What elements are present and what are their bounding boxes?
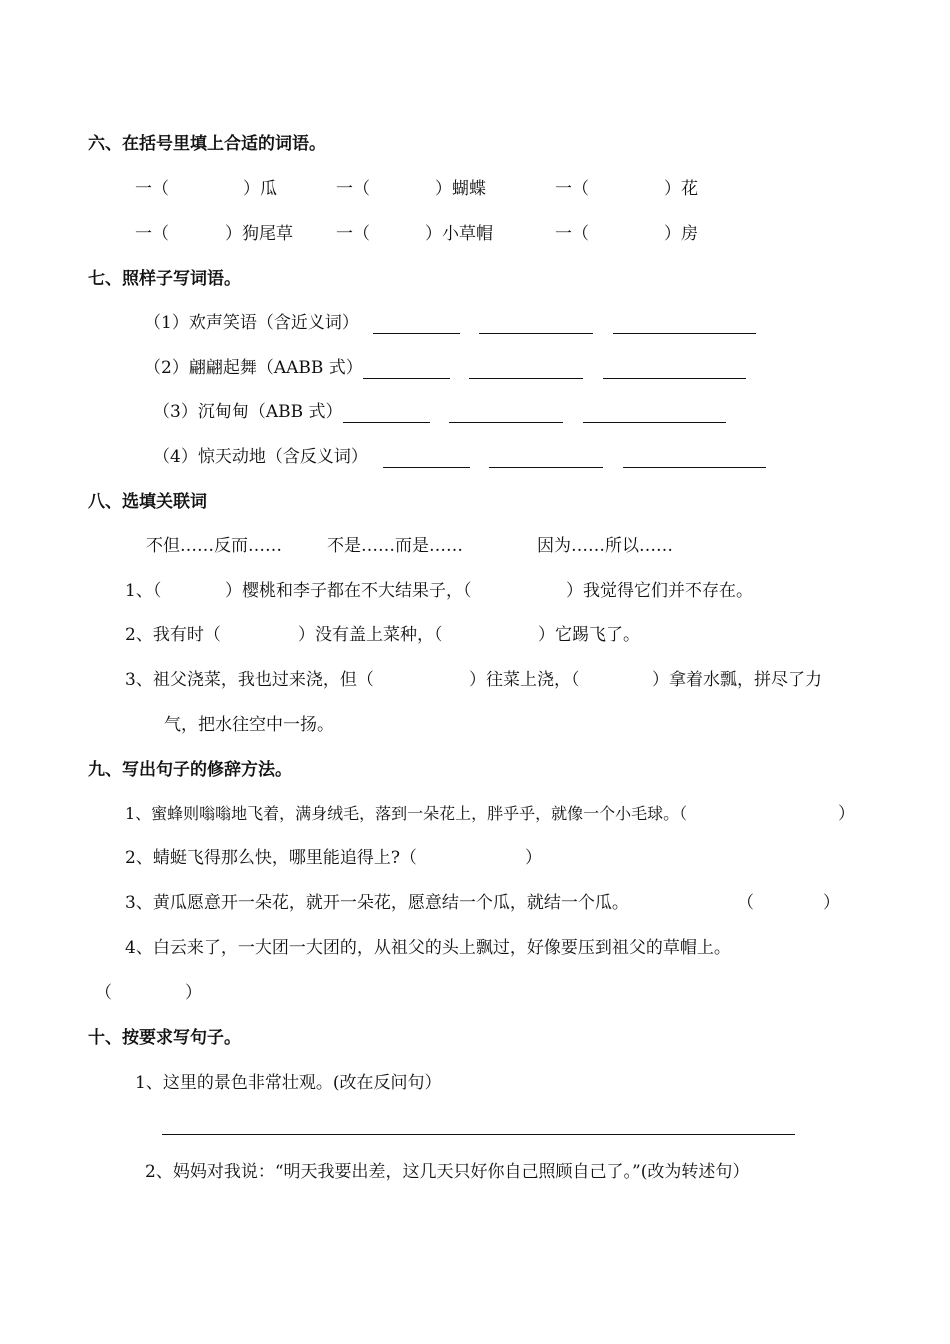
question-text: 3、祖父浇菜，我也过来浇，但（ — [125, 670, 374, 690]
question-text: ）没有盖上菜种，（ — [298, 625, 443, 645]
answer-line[interactable] — [489, 467, 603, 468]
question-text: 2、蜻蜓飞得那么快，哪里能追得上?（ — [125, 848, 417, 868]
word-prompt: （2）翩翩起舞（AABB 式） — [144, 358, 363, 378]
measure-word-noun: ）瓜 — [243, 179, 277, 199]
answer-paren-close: ） — [823, 893, 840, 913]
conjunction-option: 不但……反而…… — [146, 536, 282, 556]
answer-line[interactable] — [343, 422, 430, 423]
measure-word-blank-open: 一（ — [555, 224, 589, 244]
word-prompt: （4）惊天动地（含反义词） — [153, 447, 368, 467]
answer-paren-close: ） — [185, 983, 202, 1003]
measure-word-blank-open: 一（ — [135, 179, 169, 199]
section-6-heading: 六、在括号里填上合适的词语。 — [88, 134, 326, 154]
measure-word-noun: ）蝴蝶 — [435, 179, 486, 199]
question-text: 2、我有时（ — [125, 625, 221, 645]
measure-word-blank-open: 一（ — [336, 179, 370, 199]
answer-line[interactable] — [469, 378, 583, 379]
answer-paren-close: ） — [838, 804, 855, 824]
question-text: 3、黄瓜愿意开一朵花，就开一朵花，愿意结一个瓜，就结一个瓜。 — [125, 893, 629, 913]
measure-word-noun: ）花 — [664, 179, 698, 199]
answer-line[interactable] — [383, 467, 470, 468]
question-text: 1、（ — [125, 581, 162, 601]
answer-line[interactable] — [623, 467, 766, 468]
answer-line[interactable] — [449, 422, 563, 423]
measure-word-blank-open: 一（ — [555, 179, 589, 199]
question-text: ）往菜上浇，（ — [469, 670, 580, 690]
answer-line[interactable] — [613, 333, 756, 334]
answer-line[interactable] — [162, 1134, 795, 1135]
answer-line[interactable] — [363, 378, 450, 379]
question-text: 1、这里的景色非常壮观。(改在反问句） — [135, 1073, 442, 1093]
question-text: ）拿着水瓢，拼尽了力 — [652, 670, 822, 690]
measure-word-noun: ）房 — [664, 224, 698, 244]
question-text: ）它踢飞了。 — [538, 625, 640, 645]
answer-paren-close: ） — [525, 848, 542, 868]
measure-word-noun: ）小草帽 — [425, 224, 493, 244]
section-9-heading: 九、写出句子的修辞方法。 — [88, 760, 292, 780]
question-text: 1、蜜蜂则嗡嗡地飞着，满身绒毛，落到一朵花上，胖乎乎，就像一个小毛球。（ — [125, 804, 688, 823]
conjunction-option: 因为……所以…… — [537, 536, 673, 556]
question-text: 2、妈妈对我说：“明天我要出差，这几天只好你自己照顾自己了。”(改为转述句） — [145, 1162, 750, 1182]
answer-line[interactable] — [373, 333, 460, 334]
conjunction-option: 不是……而是…… — [327, 536, 463, 556]
answer-line[interactable] — [583, 422, 726, 423]
measure-word-blank-open: 一（ — [336, 224, 370, 244]
measure-word-noun: ）狗尾草 — [225, 224, 293, 244]
question-text: ）樱桃和李子都在不大结果子，（ — [225, 581, 472, 601]
section-8-heading: 八、选填关联词 — [88, 492, 207, 512]
answer-line[interactable] — [479, 333, 593, 334]
measure-word-blank-open: 一（ — [135, 224, 169, 244]
question-text: 气，把水往空中一扬。 — [164, 715, 334, 735]
answer-line[interactable] — [603, 378, 746, 379]
section-10-heading: 十、按要求写句子。 — [88, 1028, 241, 1048]
question-text: 4、白云来了，一大团一大团的，从祖父的头上飘过，好像要压到祖父的草帽上。 — [125, 938, 731, 958]
question-text: ）我觉得它们并不存在。 — [566, 581, 753, 601]
word-prompt: （3）沉甸甸（ABB 式） — [153, 402, 343, 422]
section-7-heading: 七、照样子写词语。 — [88, 269, 241, 289]
answer-paren-open: （ — [737, 893, 754, 913]
answer-paren-open: （ — [95, 983, 112, 1003]
word-prompt: （1）欢声笑语（含近义词） — [144, 313, 359, 333]
